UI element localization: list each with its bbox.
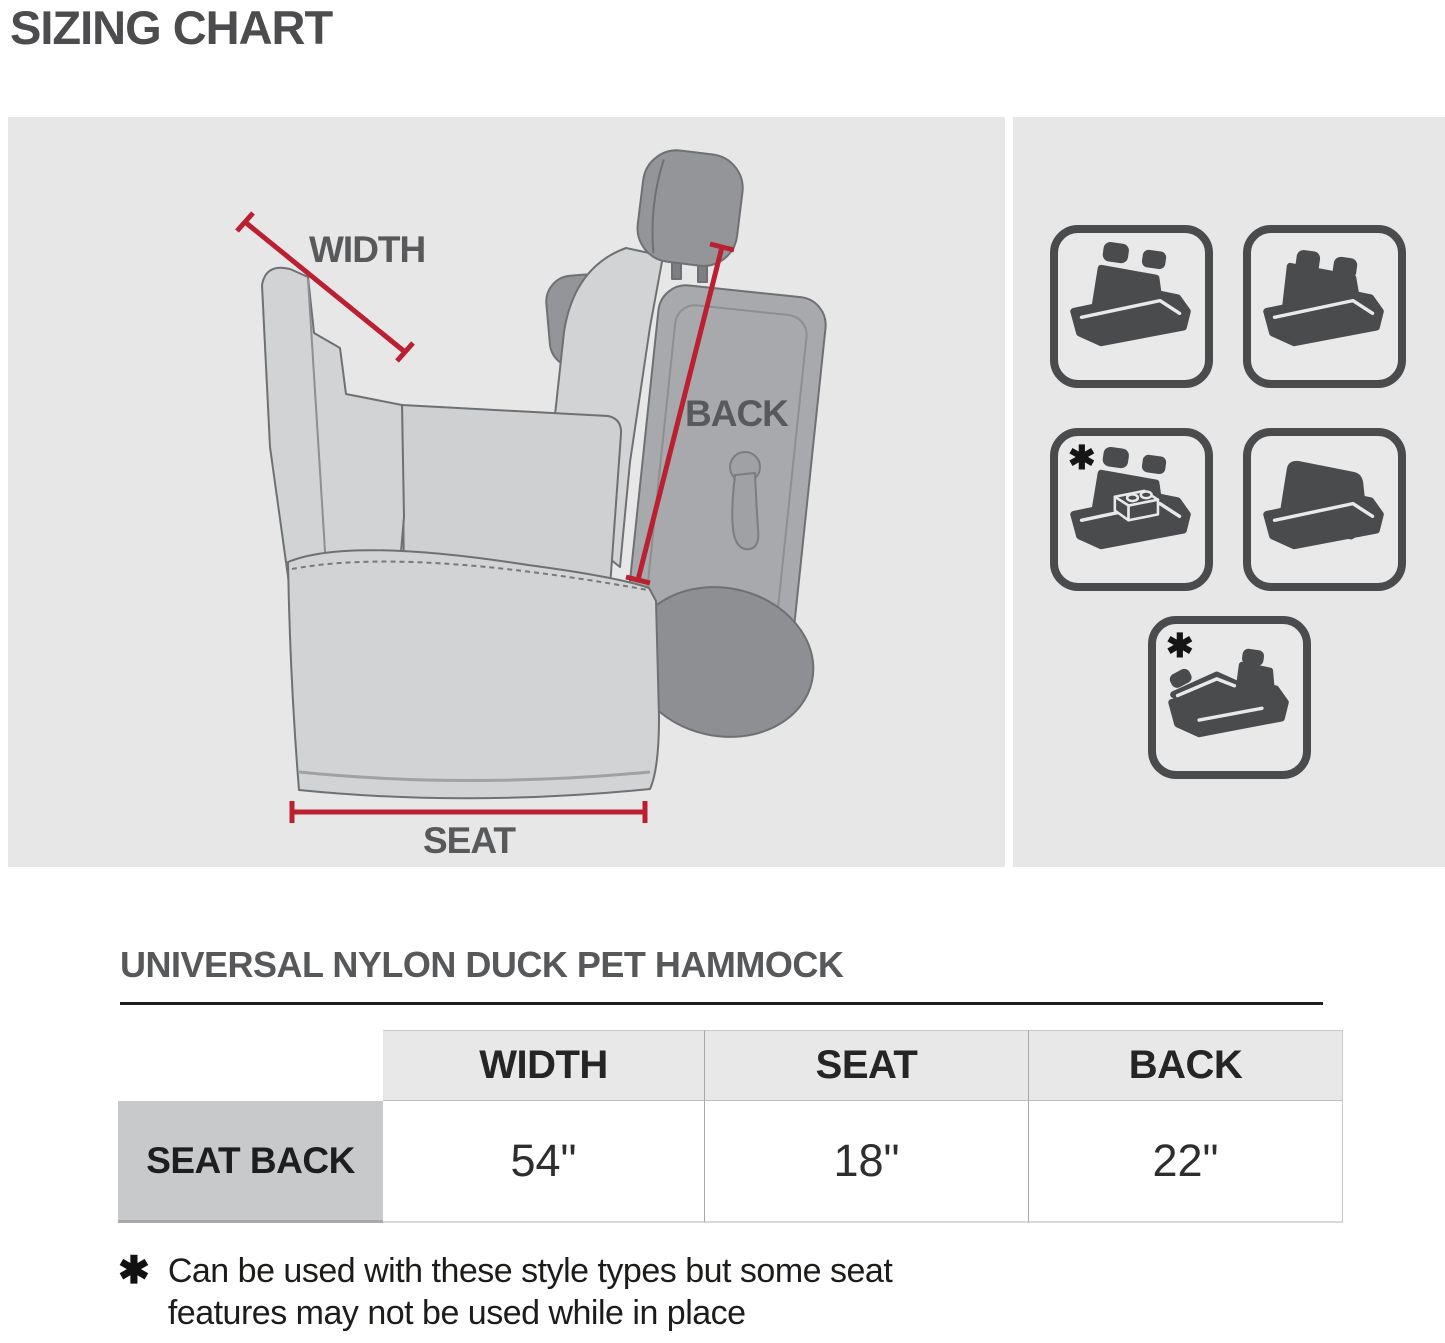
column-header-seat: SEAT bbox=[704, 1030, 1028, 1101]
column-header-width: WIDTH bbox=[383, 1030, 704, 1101]
footnote-line-1: Can be used with these style types but some seat bbox=[167, 1252, 893, 1290]
bench-seat-no-headrests-icon bbox=[1251, 436, 1398, 583]
value-width: 54" bbox=[383, 1101, 704, 1223]
hammock-seat-illustration bbox=[8, 117, 1005, 867]
bench-seat-two-headrests-icon bbox=[1058, 233, 1205, 380]
seat-style-split-folding bbox=[1148, 616, 1311, 779]
seat-style-integrated-headrests bbox=[1243, 225, 1406, 388]
row-header-seat-back: SEAT BACK bbox=[118, 1101, 383, 1223]
asterisk-marker: ✱ bbox=[1166, 627, 1194, 664]
asterisk-marker: ✱ bbox=[1068, 439, 1096, 476]
seat-dimension-label: SEAT bbox=[423, 820, 515, 861]
size-table bbox=[118, 1030, 1343, 1223]
seat-style-plain-bench bbox=[1243, 428, 1406, 591]
column-header-back: BACK bbox=[1028, 1030, 1343, 1101]
heading-underline bbox=[120, 1002, 1323, 1005]
footnote-asterisk: ✱ bbox=[118, 1250, 150, 1292]
seat-lever-drawing bbox=[730, 452, 760, 549]
seat-style-folding-armrest bbox=[1050, 428, 1213, 591]
seat-styles-panel bbox=[1013, 117, 1445, 867]
hammock-dimension-diagram-panel bbox=[8, 117, 1005, 867]
bench-seat-integrated-headrests-icon bbox=[1251, 233, 1398, 380]
table-corner-cell bbox=[118, 1030, 383, 1101]
value-seat: 18" bbox=[704, 1101, 1028, 1223]
footnote bbox=[118, 1250, 892, 1334]
width-dimension-label: WIDTH bbox=[309, 229, 426, 270]
footnote-line-2: features may not be used while in place bbox=[167, 1294, 746, 1332]
footnote-text bbox=[168, 1250, 892, 1334]
seat-style-bench-two-headrests bbox=[1050, 225, 1213, 388]
back-dimension-label: BACK bbox=[685, 393, 788, 434]
product-heading: UNIVERSAL NYLON DUCK PET HAMMOCK bbox=[120, 944, 844, 985]
value-back: 22" bbox=[1028, 1101, 1343, 1223]
hammock-seat-body-drawing bbox=[288, 550, 659, 798]
page-title: SIZING CHART bbox=[10, 1, 333, 54]
